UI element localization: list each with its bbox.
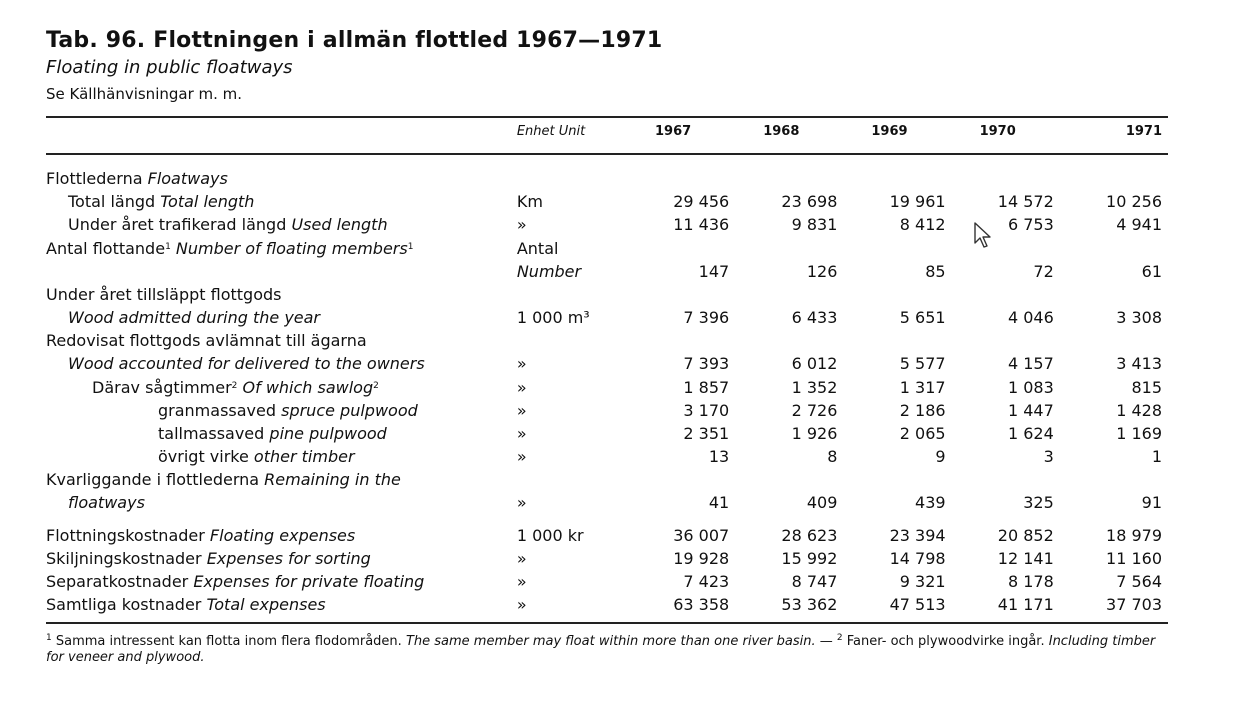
row-label	[46, 283, 517, 306]
table-row	[46, 514, 1168, 547]
cell-1967: 7 396	[683, 308, 730, 327]
cell-1967: 36 007	[673, 526, 730, 545]
cell-1971: 7 564	[1116, 572, 1162, 591]
cell-1971	[1060, 468, 1168, 491]
row-label	[46, 155, 517, 190]
table-row	[46, 283, 1168, 306]
row-label	[46, 399, 517, 422]
row-label-sv: Under året tillsläppt flottgods	[46, 285, 282, 304]
row-label-sv: Redovisat flottgods avlämnat till ägarna	[46, 331, 367, 350]
row-unit: 1 000 m³	[516, 308, 590, 327]
cell-1967	[627, 468, 735, 491]
row-label-sv: Flottningskostnader	[46, 526, 205, 545]
bottom-rule	[46, 622, 1168, 624]
row-unit: »	[516, 572, 527, 591]
cell-1967: 19 928	[673, 549, 730, 568]
mouse-pointer-icon	[973, 222, 995, 250]
cell-1971: 815	[1131, 378, 1162, 397]
cell-1968	[735, 283, 843, 306]
cell-1971	[1060, 155, 1168, 190]
cell-1970	[952, 468, 1060, 491]
header-year-1968: 1968	[763, 124, 800, 139]
cell-1970: 1 624	[1007, 424, 1054, 443]
cell-1968	[735, 329, 843, 352]
row-unit: »	[516, 447, 527, 466]
row-label	[46, 352, 517, 375]
table-body	[46, 155, 1168, 616]
table-row	[46, 570, 1168, 593]
cell-1969: 47 513	[889, 595, 946, 614]
cell-1970: 4 046	[1007, 308, 1054, 327]
table-row	[46, 352, 1168, 375]
header-year-1969: 1969	[871, 124, 908, 139]
cell-1971	[1060, 283, 1168, 306]
row-label-en: floatways	[68, 493, 145, 512]
cell-1969: 5 651	[899, 308, 946, 327]
cell-1971: 1 169	[1116, 424, 1162, 443]
row-label	[46, 306, 517, 329]
table-row	[46, 445, 1168, 468]
cell-1967: 3 170	[683, 401, 730, 420]
cell-1968: 409	[806, 493, 838, 512]
cell-1969: 23 394	[889, 526, 946, 545]
footnote-2-en: Including timber for veneer and plywood.	[46, 634, 1156, 665]
row-label-en: Of which sawlog	[242, 378, 374, 397]
row-label-en: Wood admitted during the year	[68, 308, 321, 327]
table-subtitle: Floating in public floatways	[46, 57, 293, 78]
cell-1968: 126	[806, 262, 838, 281]
header-unit: Enhet Unit	[516, 124, 586, 139]
row-label-en: spruce pulpwood	[281, 401, 418, 420]
document-page	[46, 26, 1168, 666]
row-label-sv: Kvarliggande i flottlederna	[46, 470, 260, 489]
cell-1969: 1 317	[899, 378, 946, 397]
cell-1969	[843, 155, 951, 190]
row-label-en: Used length	[291, 215, 388, 234]
row-unit: Antal	[516, 239, 559, 258]
header-label	[46, 118, 517, 153]
table-row	[46, 155, 1168, 190]
table-row	[46, 422, 1168, 445]
row-unit: »	[516, 595, 527, 614]
cell-1967: 29 456	[673, 192, 730, 211]
row-label-en: Expenses for private floating	[193, 572, 425, 591]
row-unit: »	[516, 424, 527, 443]
row-label-en: Expenses for sorting	[206, 549, 371, 568]
cell-1971	[1060, 329, 1168, 352]
cell-1968	[735, 468, 843, 491]
cell-1971: 1	[1151, 447, 1162, 466]
row-label: Antal flottande$^1$ Number of floating members$^1$	[46, 239, 414, 258]
row-unit: Number	[516, 262, 582, 281]
row-label-sv: tallmassaved	[158, 424, 265, 443]
cell-1967: 13	[708, 447, 730, 466]
row-label	[46, 445, 517, 468]
cell-1970	[952, 283, 1060, 306]
row-label-en: Remaining in the	[264, 470, 401, 489]
cell-1971: 11 160	[1106, 549, 1162, 568]
table-row	[46, 260, 1168, 283]
cell-1970: 20 852	[997, 526, 1054, 545]
cell-1971: 3 413	[1116, 354, 1162, 373]
cell-1969	[843, 468, 951, 491]
table-row	[46, 468, 1168, 491]
cell-1969: 19 961	[889, 192, 946, 211]
row-label-sv: Separatkostnader	[46, 572, 189, 591]
cell-1968: 1 926	[791, 424, 838, 443]
cell-1967: 7 393	[683, 354, 730, 373]
cell-1968: 8 747	[791, 572, 838, 591]
cell-1967: 11 436	[673, 215, 730, 234]
row-unit	[517, 329, 627, 352]
header-year-1970: 1970	[979, 124, 1016, 139]
table-row	[46, 547, 1168, 570]
cell-1971: 1 428	[1116, 401, 1162, 420]
cell-1967: 7 423	[683, 572, 730, 591]
row-label-en: other timber	[253, 447, 355, 466]
cell-1969: 9	[935, 447, 946, 466]
cell-1970: 3	[1043, 447, 1054, 466]
cell-1971	[1060, 236, 1168, 260]
cell-1970: 6 753	[1007, 215, 1054, 234]
row-unit	[517, 155, 627, 190]
cell-1967: 1 857	[683, 378, 730, 397]
row-label-en: Floatways	[147, 169, 228, 188]
source-note: Se Källhänvisningar m. m.	[46, 85, 243, 103]
cell-1967: 2 351	[683, 424, 730, 443]
cell-1969: 2 186	[899, 401, 946, 420]
cell-1969: 14 798	[889, 549, 946, 568]
cell-1969: 5 577	[899, 354, 946, 373]
cell-1967	[627, 329, 735, 352]
cell-1968: 9 831	[791, 215, 838, 234]
row-unit: »	[516, 215, 527, 234]
table-row	[46, 375, 1168, 399]
footnote-1-en: The same member may float within more than one river basin.	[405, 634, 816, 649]
cell-1970: 14 572	[997, 192, 1054, 211]
row-unit: Km	[516, 192, 543, 211]
row-label-en: Wood accounted for delivered to the owners	[68, 354, 425, 373]
cell-1971: 61	[1141, 262, 1162, 281]
footnote: $^1$ Samma intressent kan flotta inom flera flodområden. The same member may float within more than one river basin. — $^2$ Faner- och plywoodvirke ingår. Including timber for veneer and plywood.	[46, 633, 1156, 665]
cell-1967	[627, 155, 735, 190]
row-unit: »	[516, 378, 527, 397]
table-row	[46, 399, 1168, 422]
cell-1970: 72	[1033, 262, 1054, 281]
row-label	[46, 190, 517, 213]
cell-1970: 8 178	[1007, 572, 1054, 591]
cell-1967	[627, 236, 735, 260]
cell-1970: 1 083	[1007, 378, 1054, 397]
row-label-sv: Skiljningskostnader	[46, 549, 202, 568]
row-label-sv: Under året trafikerad längd	[68, 215, 287, 234]
row-unit	[517, 468, 627, 491]
cell-1971: 10 256	[1106, 192, 1162, 211]
cell-1970: 41 171	[997, 595, 1054, 614]
row-label-sv: Total längd	[68, 192, 156, 211]
header-year-1967: 1967	[655, 124, 692, 139]
cell-1969: 439	[915, 493, 946, 512]
cell-1968: 1 352	[791, 378, 838, 397]
row-unit: »	[516, 549, 527, 568]
header-year-1971: 1971	[1125, 124, 1162, 139]
row-label	[46, 593, 517, 616]
cell-1969: 8 412	[899, 215, 946, 234]
row-label	[46, 514, 517, 547]
cell-1970	[952, 329, 1060, 352]
row-label-sv: Flottlederna	[46, 169, 143, 188]
cell-1971: 3 308	[1116, 308, 1162, 327]
row-label-sv: Därav sågtimmer	[92, 378, 232, 397]
cell-1968: 2 726	[791, 401, 838, 420]
cell-1971: 91	[1141, 493, 1162, 512]
cell-1968: 28 623	[781, 526, 838, 545]
row-label	[46, 468, 517, 491]
cell-1970: 4 157	[1007, 354, 1054, 373]
row-label-en: pine pulpwood	[269, 424, 387, 443]
table-row	[46, 236, 1168, 260]
row-label-en: Total expenses	[206, 595, 326, 614]
cell-1969	[843, 329, 951, 352]
cell-1970	[952, 236, 1060, 260]
row-label-sv: Antal flottande	[46, 239, 166, 258]
row-label	[46, 422, 517, 445]
cell-1969: 9 321	[899, 572, 946, 591]
footnote-2-sv: Faner- och plywoodvirke ingår.	[846, 634, 1045, 649]
cell-1969: 2 065	[899, 424, 946, 443]
row-label-en: Total length	[160, 192, 255, 211]
cell-1968: 8	[827, 447, 838, 466]
cell-1969	[843, 236, 951, 260]
footnote-1-sv: Samma intressent kan flotta inom flera flodområden.	[55, 634, 402, 649]
cell-1970: 1 447	[1007, 401, 1054, 420]
table-row	[46, 306, 1168, 329]
row-label-en: Number of floating members	[175, 239, 408, 258]
row-label-sv: Samtliga kostnader	[46, 595, 202, 614]
cell-1967: 147	[698, 262, 730, 281]
row-label-sv: övrigt virke	[158, 447, 249, 466]
data-table	[46, 118, 1168, 616]
cell-1968: 6 012	[791, 354, 838, 373]
cell-1968: 15 992	[781, 549, 838, 568]
row-label	[46, 260, 517, 283]
row-label-en: Floating expenses	[209, 526, 356, 545]
row-label	[46, 547, 517, 570]
row-label	[46, 570, 517, 593]
row-label	[46, 329, 517, 352]
cell-1967: 63 358	[673, 595, 730, 614]
header-row	[46, 118, 1168, 153]
cell-1970	[952, 155, 1060, 190]
cell-1967: 41	[708, 493, 730, 512]
row-unit: »	[516, 354, 527, 373]
row-label-sv: granmassaved	[158, 401, 277, 420]
table-row	[46, 329, 1168, 352]
cell-1969	[843, 283, 951, 306]
row-label	[46, 491, 517, 514]
cell-1967	[627, 283, 735, 306]
table-row	[46, 213, 1168, 236]
cell-1968: 23 698	[781, 192, 838, 211]
cell-1971: 4 941	[1116, 215, 1162, 234]
row-label	[46, 213, 517, 236]
cell-1968	[735, 155, 843, 190]
row-label: Därav sågtimmer$^2$ Of which sawlog$^2$	[92, 378, 379, 397]
row-unit: 1 000 kr	[516, 526, 584, 545]
cell-1971: 18 979	[1106, 526, 1162, 545]
cell-1970: 325	[1023, 493, 1054, 512]
cell-1970: 12 141	[997, 549, 1054, 568]
cell-1968: 53 362	[781, 595, 838, 614]
table-row	[46, 491, 1168, 514]
row-unit	[517, 283, 627, 306]
cell-1968	[735, 236, 843, 260]
table-row	[46, 593, 1168, 616]
table-title: Tab. 96. Flottningen i allmän flottled 1967—1971	[46, 28, 663, 53]
cell-1971: 37 703	[1106, 595, 1162, 614]
row-unit: »	[516, 493, 527, 512]
table-row	[46, 190, 1168, 213]
cell-1968: 6 433	[791, 308, 838, 327]
cell-1969: 85	[925, 262, 946, 281]
row-unit: »	[516, 401, 527, 420]
